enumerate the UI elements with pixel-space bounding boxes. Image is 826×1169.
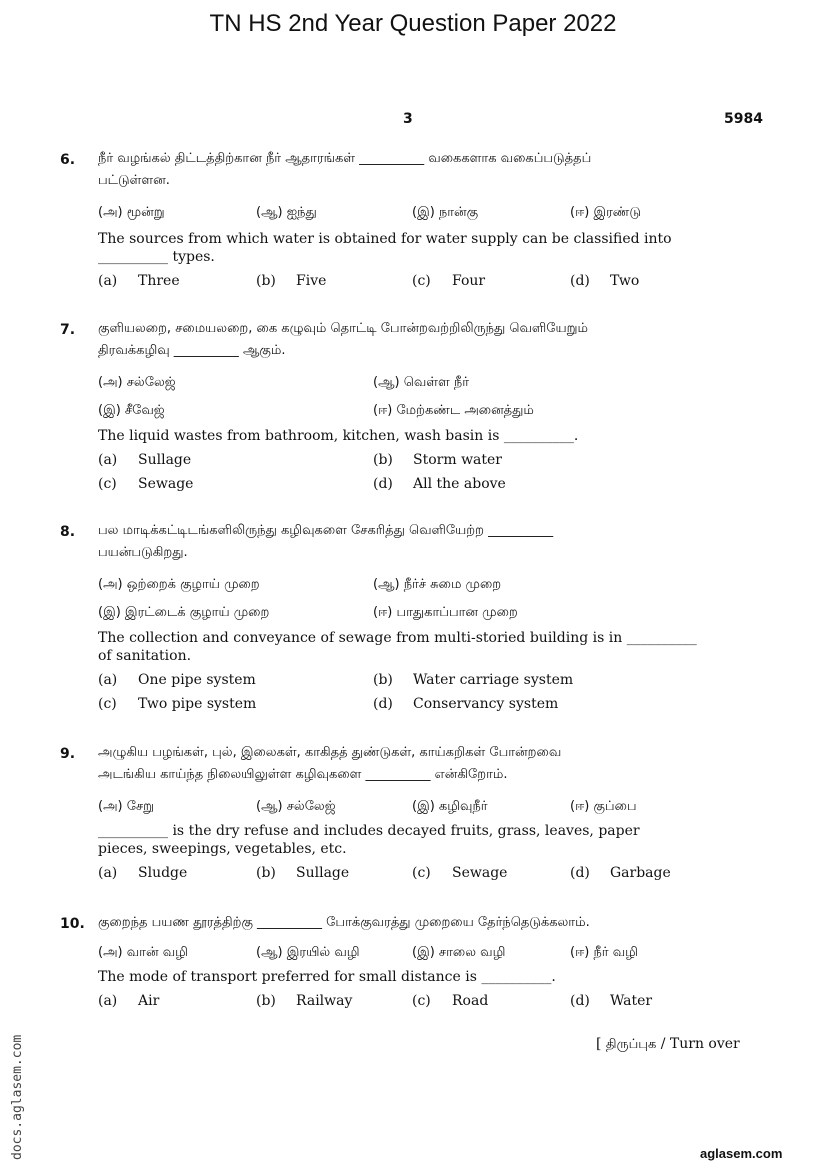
answer-option — [98, 272, 180, 290]
option-label: (b) — [256, 993, 276, 1009]
answer-option — [256, 992, 352, 1010]
turn-over-tamil: திருப்புக — [605, 1037, 657, 1052]
answer-option — [412, 864, 507, 882]
option-text: Four — [452, 273, 486, 289]
turn-over-note — [596, 1036, 740, 1053]
question-tamil-line: பயன்படுகிறது. — [98, 545, 188, 560]
question-english-line: The mode of transport preferred for small distance is __________. — [98, 969, 556, 985]
answer-option — [570, 992, 652, 1010]
tamil-option: (ஈ) இரண்டு — [570, 205, 641, 220]
option-text: Sullage — [296, 865, 350, 881]
option-label: (a) — [98, 865, 118, 881]
option-text: Conservancy system — [413, 696, 559, 712]
tamil-option: (இ) சீவேஜ் — [98, 403, 165, 418]
answer-option — [570, 272, 639, 290]
option-text: Sullage — [138, 452, 192, 468]
tamil-option: (ஆ) சல்லேஜ் — [256, 799, 336, 814]
question-english-line: pieces, sweepings, vegetables, etc. — [98, 841, 347, 857]
answer-option — [570, 864, 671, 882]
answer-option — [98, 671, 256, 689]
question-tamil-line: அழுகிய பழங்கள், புல், இலைகள், காகிதத் துண்டுகள், காய்கறிகள் போன்றவை — [98, 745, 562, 760]
tamil-option: (ஈ) பாதுகாப்பான முறை — [373, 605, 518, 620]
turn-over-bracket: [ — [596, 1036, 606, 1052]
option-label: (c) — [412, 273, 431, 289]
option-text: Road — [452, 993, 489, 1009]
answer-option — [412, 272, 485, 290]
answer-option — [98, 992, 159, 1010]
option-label: (b) — [373, 672, 393, 688]
question-english-line: The collection and conveyance of sewage from multi-storied building is in __________ — [98, 630, 697, 646]
option-label: (a) — [98, 672, 118, 688]
option-text: Five — [296, 273, 327, 289]
option-text: Air — [138, 993, 160, 1009]
question-english-line: The sources from which water is obtained for water supply can be classified into — [98, 231, 672, 247]
option-label: (c) — [412, 993, 431, 1009]
question-number: 6. — [60, 152, 76, 168]
answer-option — [373, 451, 502, 469]
question-number: 9. — [60, 746, 76, 762]
option-label: (d) — [373, 696, 393, 712]
option-label: (a) — [98, 452, 118, 468]
option-text: Water — [610, 993, 653, 1009]
option-text: Sewage — [452, 865, 508, 881]
tamil-option: (ஆ) இரயில் வழி — [256, 945, 360, 960]
paper-code: 5984 — [724, 111, 763, 127]
option-text: Storm water — [413, 452, 502, 468]
question-number: 10. — [60, 916, 85, 932]
option-label: (b) — [256, 865, 276, 881]
option-text: Sludge — [138, 865, 188, 881]
answer-option — [256, 272, 326, 290]
tamil-option: (அ) சல்லேஜ் — [98, 375, 176, 390]
option-text: Water carriage system — [413, 672, 574, 688]
option-label: (d) — [570, 865, 590, 881]
question-tamil-line: பட்டுள்ளன. — [98, 173, 170, 188]
answer-option — [98, 864, 187, 882]
turn-over-english: / Turn over — [656, 1036, 740, 1052]
option-text: Two — [610, 273, 640, 289]
option-text: Garbage — [610, 865, 671, 881]
paper-title: TN HS 2nd Year Question Paper 2022 — [209, 10, 617, 37]
option-text: Three — [138, 273, 180, 289]
option-label: (a) — [98, 993, 118, 1009]
answer-option — [373, 475, 506, 493]
tamil-option: (ஆ) நீர்ச் சுமை முறை — [373, 577, 502, 592]
option-label: (c) — [98, 476, 117, 492]
answer-option — [412, 992, 488, 1010]
tamil-option: (ஈ) நீர் வழி — [570, 945, 638, 960]
tamil-option: (ஈ) மேற்கண்ட அனைத்தும் — [373, 403, 534, 418]
question-english-line: __________ types. — [98, 249, 215, 265]
option-text: Railway — [296, 993, 353, 1009]
option-label: (d) — [570, 993, 590, 1009]
question-tamil-line: குறைந்த பயண தூரத்திற்கு __________ போக்குவரத்து முறையை தேர்ந்தெடுக்கலாம். — [98, 915, 590, 930]
option-label: (c) — [412, 865, 431, 881]
tamil-option: (ஈ) குப்பை — [570, 799, 637, 814]
answer-option — [98, 451, 191, 469]
question-tamil-line: குளியலறை, சமையலறை, கை கழுவும் தொட்டி போன்றவற்றிலிருந்து வெளியேறும் — [98, 321, 589, 336]
question-number: 7. — [60, 322, 76, 338]
answer-option — [373, 671, 573, 689]
option-text: Sewage — [138, 476, 194, 492]
question-english-line: __________ is the dry refuse and includes decayed fruits, grass, leaves, paper — [98, 823, 640, 839]
tamil-option: (இ) இரட்டைக் குழாய் முறை — [98, 605, 270, 620]
tamil-option: (ஆ) வெள்ள நீர் — [373, 375, 469, 390]
tamil-option: (இ) கழிவுநீர் — [412, 799, 488, 814]
option-text: One pipe system — [138, 672, 256, 688]
question-tamil-line: பல மாடிக்கட்டிடங்களிலிருந்து கழிவுகளை சேகரித்து வெளியேற்ற __________ — [98, 523, 554, 538]
option-text: All the above — [413, 476, 506, 492]
question-english-line: The liquid wastes from bathroom, kitchen, wash basin is __________. — [98, 428, 579, 444]
option-label: (b) — [256, 273, 276, 289]
tamil-option: (இ) நான்கு — [412, 205, 479, 220]
tamil-option: (அ) வான் வழி — [98, 945, 188, 960]
answer-option — [373, 695, 558, 713]
tamil-option: (இ) சாலை வழி — [412, 945, 506, 960]
option-label: (a) — [98, 273, 118, 289]
option-label: (b) — [373, 452, 393, 468]
brand-logo-text: aglasem.com — [700, 1146, 783, 1161]
question-english-line: of sanitation. — [98, 648, 192, 664]
question-tamil-line: நீர் வழங்கல் திட்டத்திற்கான நீர் ஆதாரங்கள் __________ வகைகளாக வகைப்படுத்தப் — [98, 151, 592, 166]
option-label: (d) — [373, 476, 393, 492]
answer-option — [98, 695, 256, 713]
page-number: 3 — [403, 111, 413, 127]
tamil-option: (அ) மூன்று — [98, 205, 165, 220]
question-number: 8. — [60, 524, 76, 540]
option-label: (d) — [570, 273, 590, 289]
tamil-option: (அ) சேறு — [98, 799, 155, 814]
question-tamil-line: அடங்கிய காய்ந்த நிலையிலுள்ள கழிவுகளை __________ என்கிறோம். — [98, 767, 508, 782]
side-watermark: docs.aglasem.com — [10, 1034, 25, 1160]
option-label: (c) — [98, 696, 117, 712]
answer-option — [98, 475, 193, 493]
tamil-option: (அ) ஒற்றைக் குழாய் முறை — [98, 577, 260, 592]
question-tamil-line: திரவக்கழிவு __________ ஆகும். — [98, 343, 286, 358]
option-text: Two pipe system — [138, 696, 257, 712]
answer-option — [256, 864, 349, 882]
tamil-option: (ஆ) ஐந்து — [256, 205, 317, 220]
